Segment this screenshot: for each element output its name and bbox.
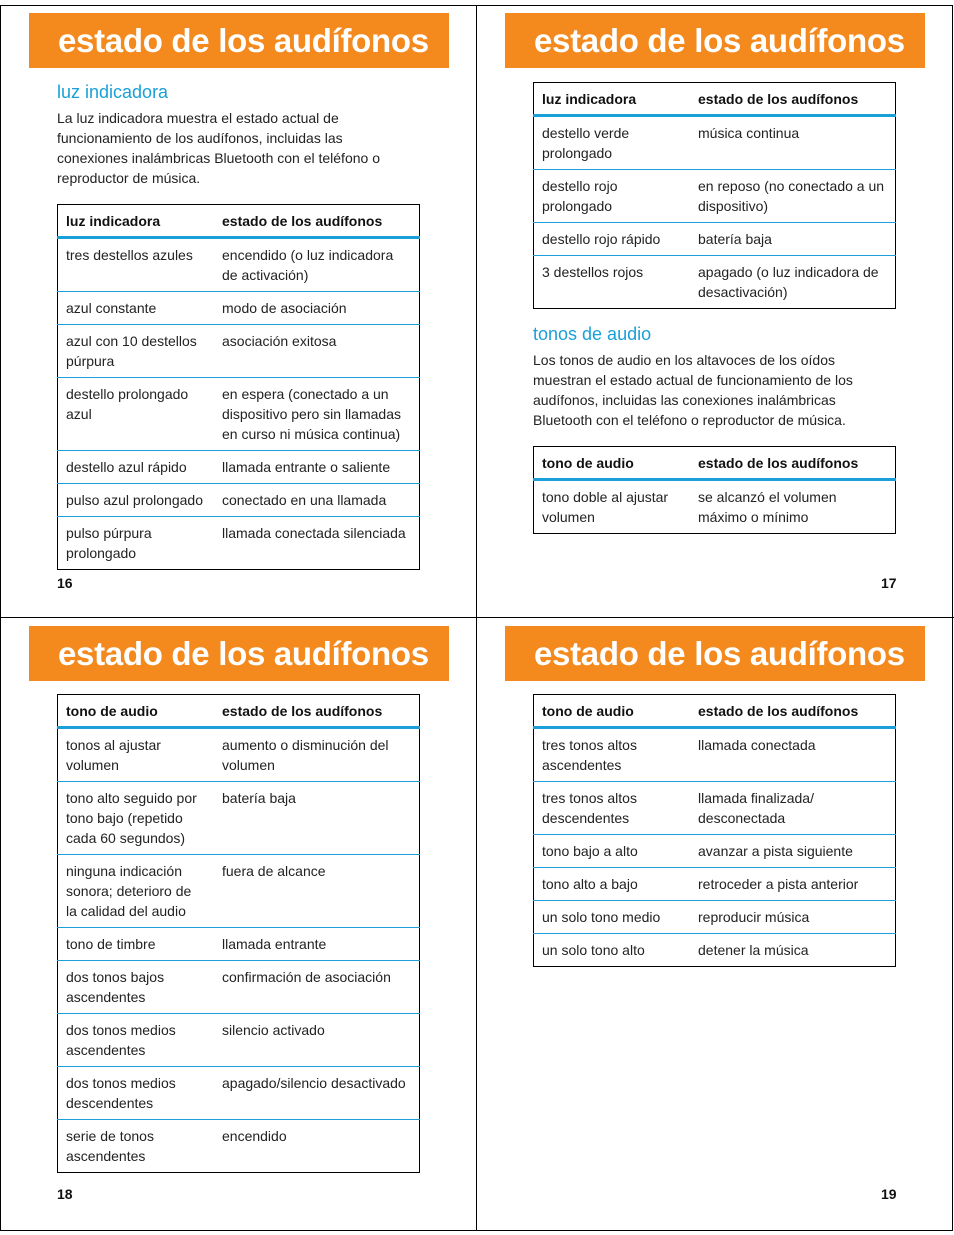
page-number: 16 xyxy=(57,575,73,591)
table-cell: destello verde prolongado xyxy=(542,125,630,161)
table-row xyxy=(58,378,420,451)
table-row xyxy=(534,116,896,170)
table-cell: un solo tono medio xyxy=(534,901,691,934)
indicator-table-continued xyxy=(533,82,896,309)
table-row xyxy=(58,517,420,570)
table-cell: asociación exitosa xyxy=(214,325,420,378)
table-cell: tres tonos altos descendentes xyxy=(534,782,691,835)
table-cell: pulso azul prolongado xyxy=(58,484,215,517)
column-header: tono de audio xyxy=(58,695,215,728)
table-row xyxy=(58,728,420,782)
page-number: 17 xyxy=(881,575,897,591)
audio-tone-table-continued xyxy=(533,694,896,967)
column-header: luz indicadora xyxy=(534,83,691,116)
table-cell: tres destellos azules xyxy=(66,247,193,263)
table-cell: destello rojo prolongado xyxy=(534,170,691,223)
table-cell: encendido xyxy=(214,1120,420,1173)
intro-paragraph: La luz indicadora muestra el estado actual de funcionamiento de los audífonos, incluidas las conexiones inalámbricas Bluetooth con el teléfono o reproductor de música. xyxy=(57,110,380,186)
table-cell: 3 destellos rojos xyxy=(534,256,691,309)
table-row xyxy=(534,170,896,223)
column-header: estado de los audífonos xyxy=(214,695,420,728)
page-banner: estado de los audífonos xyxy=(29,626,449,681)
column-header: tono de audio xyxy=(534,695,691,728)
table-cell: destello azul rápido xyxy=(58,451,215,484)
table-cell: llamada entrante xyxy=(214,928,420,961)
table-cell: apagado/silencio desactivado xyxy=(214,1067,420,1120)
table-row xyxy=(534,782,896,835)
table-cell: confirmación de asociación xyxy=(214,961,420,1014)
table-row xyxy=(58,961,420,1014)
column-header: estado de los audífonos xyxy=(690,447,896,480)
table-cell: batería baja xyxy=(690,223,896,256)
page-banner: estado de los audífonos xyxy=(505,13,925,68)
table-cell: silencio activado xyxy=(214,1014,420,1067)
section-title: tonos de audio xyxy=(533,324,652,344)
table-cell: en reposo (no conectado a un dispositivo) xyxy=(690,170,896,223)
page-banner: estado de los audífonos xyxy=(29,13,449,68)
table-row xyxy=(534,835,896,868)
table-row xyxy=(58,1120,420,1173)
table-cell: retroceder a pista anterior xyxy=(690,868,896,901)
table-row xyxy=(534,256,896,309)
table-cell: serie de tonos ascendentes xyxy=(58,1120,215,1173)
table-row xyxy=(534,901,896,934)
table-cell: llamada entrante o saliente xyxy=(214,451,420,484)
table-cell: modo de asociación xyxy=(214,292,420,325)
section-title: luz indicadora xyxy=(57,82,169,102)
table-row xyxy=(58,484,420,517)
table-cell: tres tonos altos ascendentes xyxy=(542,737,637,773)
table-cell: reproducir música xyxy=(690,901,896,934)
page-17 xyxy=(477,5,953,617)
table-row xyxy=(534,480,896,534)
page-18 xyxy=(0,618,476,1230)
table-row xyxy=(58,1014,420,1067)
column-header: estado de los audífonos xyxy=(690,695,896,728)
table-cell: ninguna indicación sonora; deterioro de la calidad del audio xyxy=(58,855,215,928)
table-row xyxy=(58,238,420,292)
table-cell: destello prolongado azul xyxy=(58,378,215,451)
table-cell: tono alto seguido por tono bajo (repetido cada 60 segundos) xyxy=(58,782,215,855)
column-header: estado de los audífonos xyxy=(214,205,420,238)
column-header: estado de los audífonos xyxy=(690,83,896,116)
table-row xyxy=(534,728,896,782)
table-cell: azul con 10 destellos púrpura xyxy=(58,325,215,378)
table-cell: detener la música xyxy=(690,934,896,967)
table-cell: avanzar a pista siguiente xyxy=(690,835,896,868)
page-number: 19 xyxy=(881,1186,897,1202)
table-cell: pulso púrpura prolongado xyxy=(58,517,215,570)
audio-tone-table xyxy=(533,446,896,534)
column-header: tono de audio xyxy=(534,447,691,480)
table-cell: apagado (o luz indicadora de desactivación) xyxy=(690,256,896,309)
table-cell: llamada conectada xyxy=(698,737,816,753)
table-cell: aumento o disminución del volumen xyxy=(222,737,389,773)
page-19 xyxy=(477,618,953,1230)
table-cell: música continua xyxy=(698,125,800,141)
table-row xyxy=(534,868,896,901)
audio-paragraph: Los tonos de audio en los altavoces de los oídos muestran el estado actual de funcionamiento de los audífonos, incluidas las conexiones inalámbricas Bluetooth con el teléfono o reproductor de música. xyxy=(533,352,853,428)
indicator-table xyxy=(57,204,420,570)
table-cell: llamada conectada silenciada xyxy=(214,517,420,570)
table-cell: llamada finalizada/ desconectada xyxy=(690,782,896,835)
page-16 xyxy=(0,5,476,617)
table-row xyxy=(58,782,420,855)
table-cell: tono alto a bajo xyxy=(534,868,691,901)
audio-tone-table xyxy=(57,694,420,1173)
column-header: luz indicadora xyxy=(58,205,215,238)
table-cell: encendido (o luz indicadora de activación) xyxy=(222,247,394,283)
table-cell: dos tonos medios descendentes xyxy=(58,1067,215,1120)
table-cell: tono de timbre xyxy=(58,928,215,961)
table-cell: fuera de alcance xyxy=(214,855,420,928)
table-cell: dos tonos bajos ascendentes xyxy=(58,961,215,1014)
table-cell: en espera (conectado a un dispositivo pero sin llamadas en curso ni música continua) xyxy=(214,378,420,451)
table-cell: dos tonos medios ascendentes xyxy=(58,1014,215,1067)
table-row xyxy=(58,451,420,484)
table-cell: conectado en una llamada xyxy=(214,484,420,517)
table-cell: un solo tono alto xyxy=(534,934,691,967)
table-cell: tono bajo a alto xyxy=(534,835,691,868)
table-cell: azul constante xyxy=(58,292,215,325)
table-cell: tono doble al ajustar volumen xyxy=(542,489,669,525)
table-row xyxy=(58,325,420,378)
table-cell: destello rojo rápido xyxy=(534,223,691,256)
table-row xyxy=(534,934,896,967)
table-cell: se alcanzó el volumen máximo o mínimo xyxy=(698,489,837,525)
page-banner: estado de los audífonos xyxy=(505,626,925,681)
table-row xyxy=(534,223,896,256)
table-row xyxy=(58,928,420,961)
table-cell: tonos al ajustar volumen xyxy=(66,737,161,773)
table-row xyxy=(58,292,420,325)
table-row xyxy=(58,855,420,928)
page-number: 18 xyxy=(57,1186,73,1202)
table-row xyxy=(58,1067,420,1120)
table-cell: batería baja xyxy=(214,782,420,855)
